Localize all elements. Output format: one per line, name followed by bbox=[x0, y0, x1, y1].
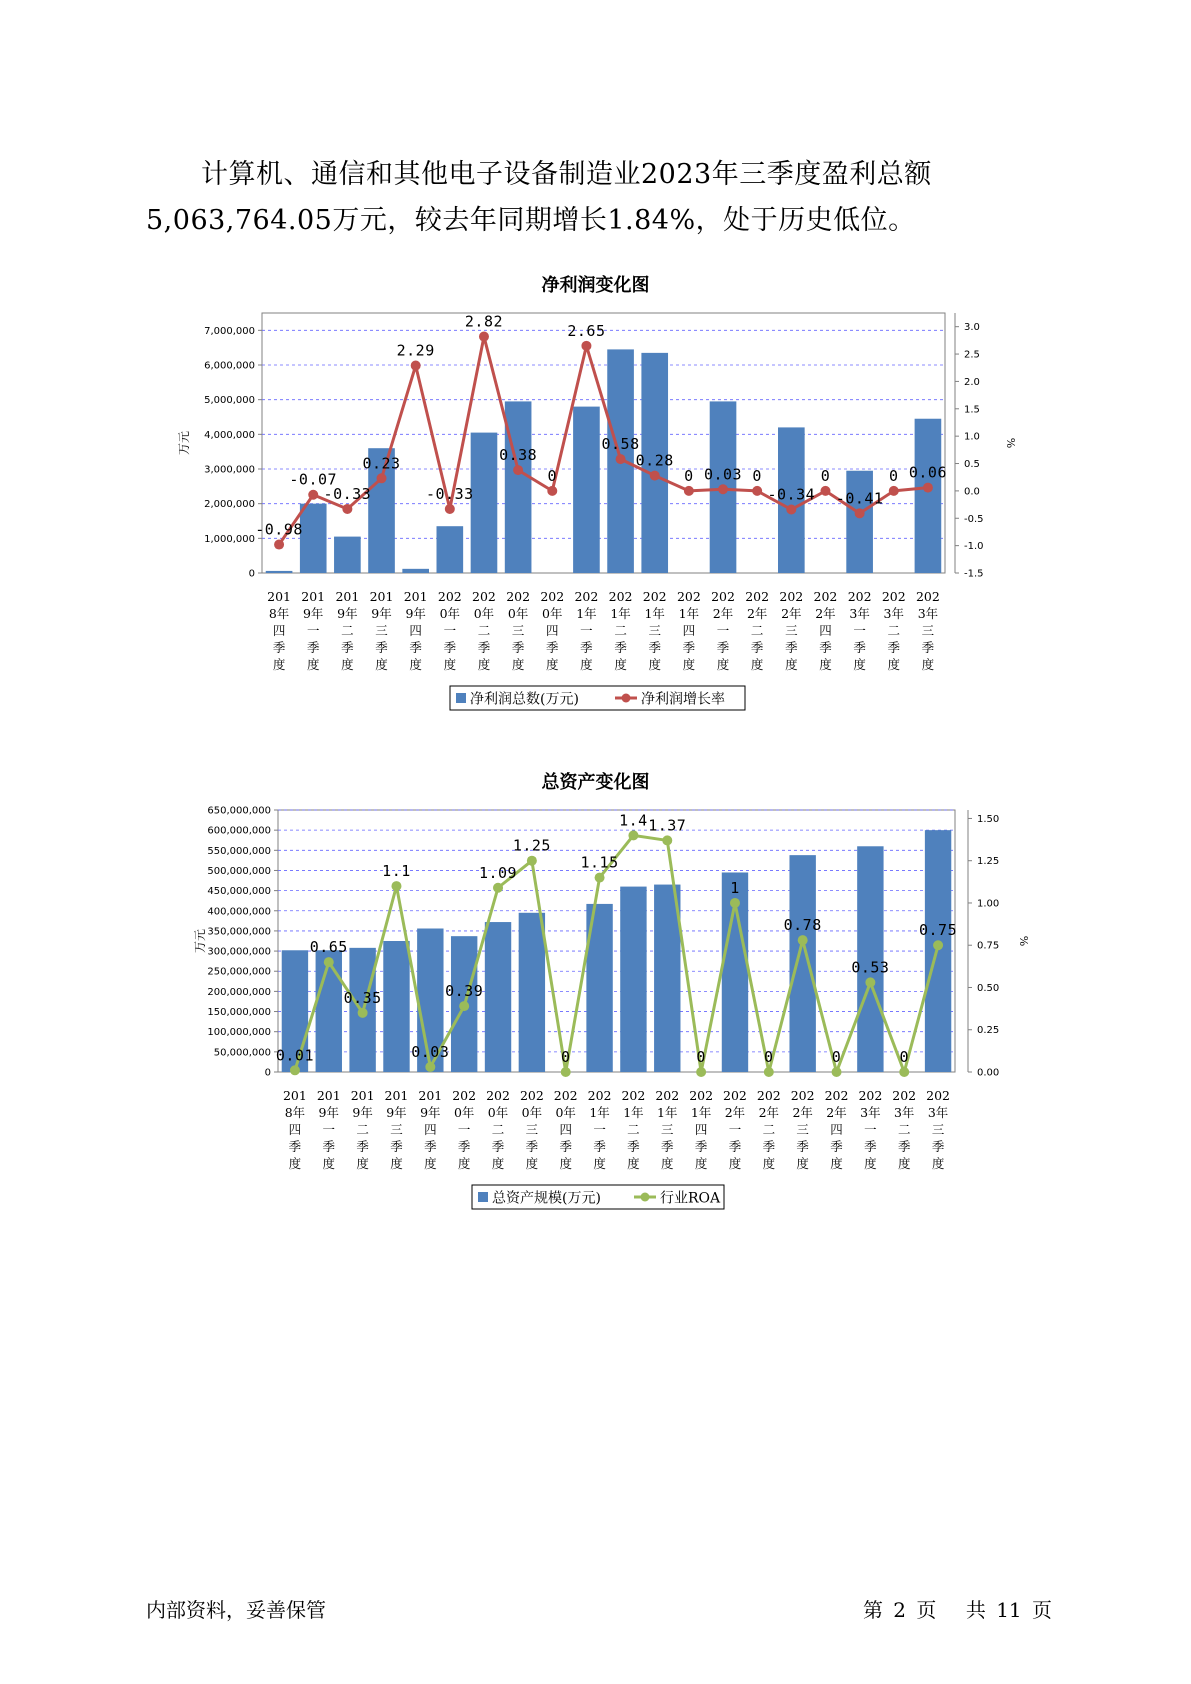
x-tick-label: 202 3年二季度 bbox=[881, 589, 906, 672]
y-axis-title: 万元 bbox=[177, 430, 191, 456]
x-tick-label: 201 9年一季度 bbox=[301, 589, 326, 672]
line-point bbox=[290, 1065, 300, 1075]
line-point bbox=[358, 1008, 368, 1018]
y-tick-label: 500,000,000 bbox=[207, 865, 271, 877]
data-label: 0.38 bbox=[499, 446, 538, 465]
legend-line-marker bbox=[641, 1193, 650, 1202]
x-tick-label: 202 3年三季度 bbox=[915, 589, 940, 672]
data-label: 0.01 bbox=[275, 1046, 314, 1065]
y-tick-label: 5,000,000 bbox=[204, 395, 255, 407]
data-label: 2.82 bbox=[464, 312, 504, 331]
y-tick-label: 0 bbox=[264, 1067, 271, 1079]
x-tick-label: 202 2年一季度 bbox=[723, 1088, 747, 1171]
data-label: 0.58 bbox=[601, 435, 640, 454]
legend-line-label: 行业ROA bbox=[660, 1190, 721, 1207]
data-label: 1 bbox=[730, 878, 740, 897]
x-tick-label: 202 2年四季度 bbox=[813, 589, 838, 672]
data-label: 0 bbox=[752, 466, 762, 485]
data-label: 0.23 bbox=[362, 454, 401, 473]
x-tick-label: 202 0年三季度 bbox=[519, 1088, 544, 1171]
paragraph-line-1: 计算机、通信和其他电子设备制造业2023年三季度盈利总额 bbox=[201, 159, 932, 190]
y2-tick-label: 0.0 bbox=[964, 486, 980, 498]
bar bbox=[519, 913, 545, 1072]
data-label: 0 bbox=[684, 466, 694, 485]
line-point bbox=[865, 977, 875, 987]
x-tick-label: 201 9年二季度 bbox=[350, 1088, 375, 1171]
y-tick-label: 6,000,000 bbox=[204, 360, 255, 372]
line-point bbox=[561, 1067, 571, 1077]
line-point bbox=[595, 873, 605, 883]
y-tick-label: 200,000,000 bbox=[207, 986, 271, 998]
y2-tick-label: 1.5 bbox=[964, 404, 980, 416]
y2-axis-title: % bbox=[1017, 935, 1030, 947]
bar bbox=[789, 855, 815, 1072]
line-point bbox=[798, 935, 808, 945]
line-point bbox=[628, 830, 638, 840]
line-point bbox=[391, 881, 401, 891]
data-label: -0.33 bbox=[323, 484, 372, 503]
y2-tick-label: -1.0 bbox=[964, 541, 984, 553]
data-label: 2.65 bbox=[567, 321, 606, 340]
y-tick-label: 100,000,000 bbox=[207, 1027, 271, 1039]
x-tick-label: 202 2年二季度 bbox=[745, 589, 770, 672]
x-tick-label: 202 2年一季度 bbox=[711, 589, 735, 672]
data-label: 2.29 bbox=[396, 341, 435, 360]
data-label: 0 bbox=[889, 466, 899, 485]
y-tick-label: 550,000,000 bbox=[207, 845, 271, 857]
y-tick-label: 2,000,000 bbox=[204, 499, 255, 511]
y2-tick-label: 2.5 bbox=[964, 349, 980, 361]
data-label: 1.25 bbox=[512, 836, 551, 855]
x-tick-label: 202 3年二季度 bbox=[892, 1088, 917, 1171]
x-tick-label: 202 3年一季度 bbox=[847, 589, 872, 672]
legend-bar-label: 总资产规模(万元) bbox=[492, 1190, 601, 1207]
y-tick-label: 7,000,000 bbox=[204, 325, 255, 337]
y2-tick-label: 0.5 bbox=[964, 459, 980, 471]
y-tick-label: 400,000,000 bbox=[207, 906, 271, 918]
y-tick-label: 1,000,000 bbox=[204, 533, 255, 545]
x-tick-label: 202 0年四季度 bbox=[540, 589, 565, 672]
chart-2-title: 总资产变化图 bbox=[541, 772, 650, 793]
legend-bar-label: 净利润总数(万元) bbox=[470, 691, 579, 708]
line-point bbox=[933, 940, 943, 950]
y-tick-label: 4,000,000 bbox=[204, 429, 255, 441]
plot-area bbox=[275, 810, 958, 1072]
data-label: 0.78 bbox=[783, 916, 822, 935]
x-tick-label: 202 1年三季度 bbox=[655, 1088, 680, 1171]
data-label: 0 bbox=[560, 1048, 571, 1066]
data-label: -0.33 bbox=[425, 484, 474, 503]
data-label: 0.03 bbox=[411, 1042, 450, 1061]
x-tick-label: 201 9年四季度 bbox=[418, 1088, 443, 1171]
footer-total-prefix: 共 bbox=[965, 1598, 986, 1622]
x-tick-label: 202 0年一季度 bbox=[437, 589, 462, 672]
x-tick-label: 202 0年二季度 bbox=[486, 1088, 510, 1171]
y2-tick-label: 0.50 bbox=[977, 982, 1000, 994]
y-tick-label: 650,000,000 bbox=[207, 805, 271, 817]
x-tick-label: 202 0年四季度 bbox=[553, 1088, 578, 1171]
x-tick-label: 201 9年三季度 bbox=[384, 1088, 409, 1171]
data-label: 0 bbox=[820, 466, 831, 485]
footer-total-pages: 11 bbox=[996, 1598, 1022, 1622]
bar bbox=[485, 922, 511, 1072]
y-tick-label: 50,000,000 bbox=[213, 1047, 271, 1059]
x-tick-label: 202 1年二季度 bbox=[621, 1088, 646, 1171]
x-tick-label: 202 1年一季度 bbox=[587, 1088, 612, 1171]
y2-tick-label: 1.25 bbox=[977, 856, 1000, 868]
x-tick-label: 202 2年三季度 bbox=[779, 589, 804, 672]
bar bbox=[316, 950, 342, 1072]
x-tick-label: 202 1年一季度 bbox=[574, 589, 599, 672]
data-label: 0 bbox=[547, 466, 558, 485]
x-tick-label: 202 0年三季度 bbox=[506, 589, 531, 672]
y2-tick-label: 2.0 bbox=[964, 376, 980, 388]
chart-1-title: 净利润变化图 bbox=[541, 275, 650, 296]
y2-tick-label: 1.50 bbox=[977, 813, 1000, 825]
y2-tick-label: 1.00 bbox=[977, 898, 1000, 910]
data-label: 1.4 bbox=[619, 811, 648, 830]
x-tick-label: 202 1年三季度 bbox=[642, 589, 667, 672]
data-label: 0.65 bbox=[309, 938, 348, 957]
x-tick-label: 201 9年一季度 bbox=[316, 1088, 341, 1171]
y-tick-label: 600,000,000 bbox=[207, 825, 271, 837]
line-point bbox=[832, 1067, 842, 1077]
legend-bar-swatch bbox=[478, 1192, 488, 1202]
x-tick-label: 201 9年三季度 bbox=[369, 589, 394, 672]
data-label: 1.1 bbox=[382, 862, 411, 881]
data-label: 0 bbox=[899, 1048, 909, 1066]
y2-tick-label: 0.75 bbox=[977, 940, 1000, 952]
y-tick-label: 450,000,000 bbox=[207, 886, 271, 898]
line-point bbox=[730, 898, 740, 908]
data-label: 1.37 bbox=[648, 816, 687, 835]
data-label: 1.09 bbox=[478, 863, 518, 882]
line-point bbox=[527, 856, 537, 866]
bar bbox=[620, 887, 646, 1072]
x-tick-label: 202 2年二季度 bbox=[756, 1088, 781, 1171]
line-point bbox=[459, 1001, 469, 1011]
y2-tick-label: 1.0 bbox=[964, 431, 980, 443]
data-label: 1.15 bbox=[580, 853, 619, 872]
line-point bbox=[425, 1062, 435, 1072]
x-tick-label: 202 1年四季度 bbox=[689, 1088, 714, 1171]
line-point bbox=[493, 883, 503, 893]
bar bbox=[925, 830, 951, 1072]
legend-line-label: 净利润增长率 bbox=[641, 691, 725, 708]
data-label: 0.06 bbox=[908, 463, 947, 482]
footer-page-mid: 页 bbox=[916, 1598, 937, 1622]
footer-page-suffix: 页 bbox=[1032, 1598, 1052, 1622]
line-point bbox=[899, 1067, 909, 1077]
x-tick-label: 201 9年二季度 bbox=[335, 589, 360, 672]
line-point bbox=[696, 1067, 706, 1077]
y2-tick-label: 0.25 bbox=[977, 1025, 1000, 1037]
bar bbox=[383, 941, 409, 1072]
data-label: -0.07 bbox=[289, 470, 338, 489]
paragraph-line-2: 5,063,764.05万元，较去年同期增长1.84%，处于历史低位。 bbox=[146, 205, 916, 236]
data-label: 0.53 bbox=[851, 958, 890, 977]
data-label: 0.35 bbox=[343, 988, 382, 1007]
x-tick-label: 202 1年四季度 bbox=[676, 589, 701, 672]
footer-page-info bbox=[861, 1594, 1054, 1623]
x-tick-label: 202 2年三季度 bbox=[790, 1088, 815, 1171]
footer-confidential: 内部资料，妥善保管 bbox=[146, 1598, 326, 1622]
y-tick-label: 300,000,000 bbox=[207, 946, 271, 958]
data-label: 0.75 bbox=[919, 921, 958, 940]
x-tick-label: 201 8年四季度 bbox=[267, 589, 292, 672]
data-label: -0.34 bbox=[767, 485, 816, 504]
data-label: -0.41 bbox=[835, 489, 884, 508]
data-label: 0 bbox=[831, 1048, 842, 1066]
y-tick-label: 3,000,000 bbox=[204, 464, 255, 476]
x-tick-label: 202 2年四季度 bbox=[824, 1088, 849, 1171]
data-label: 0 bbox=[764, 1048, 774, 1066]
y-axis-title: 万元 bbox=[193, 928, 207, 954]
y2-tick-label: 0.00 bbox=[977, 1067, 1000, 1079]
y-tick-label: 0 bbox=[248, 568, 255, 580]
y2-tick-label: -1.5 bbox=[964, 568, 984, 580]
x-tick-label: 202 1年二季度 bbox=[608, 589, 633, 672]
x-tick-label: 202 0年一季度 bbox=[452, 1088, 477, 1171]
data-label: 0 bbox=[696, 1048, 706, 1066]
x-tick-label: 201 9年四季度 bbox=[403, 589, 428, 672]
y-tick-label: 150,000,000 bbox=[207, 1007, 271, 1019]
line-point bbox=[662, 835, 672, 845]
data-label: -0.98 bbox=[255, 520, 303, 539]
line-point bbox=[764, 1067, 774, 1077]
y-tick-label: 350,000,000 bbox=[207, 926, 271, 938]
data-label: 0.03 bbox=[703, 465, 743, 484]
x-tick-label: 202 0年二季度 bbox=[472, 589, 496, 672]
data-label: 0.28 bbox=[635, 451, 674, 470]
x-tick-label: 201 8年四季度 bbox=[282, 1088, 307, 1171]
x-tick-label: 202 3年一季度 bbox=[858, 1088, 883, 1171]
line-point bbox=[324, 957, 334, 967]
y2-tick-label: -0.5 bbox=[964, 513, 984, 525]
y2-tick-label: 3.0 bbox=[964, 322, 980, 334]
footer-page-number: 2 bbox=[893, 1598, 907, 1622]
x-tick-label: 202 3年三季度 bbox=[926, 1088, 951, 1171]
y2-axis-title: % bbox=[1004, 437, 1017, 449]
data-label: 0.39 bbox=[445, 982, 484, 1001]
footer-page-prefix: 第 bbox=[862, 1598, 883, 1622]
y-tick-label: 250,000,000 bbox=[207, 966, 271, 978]
